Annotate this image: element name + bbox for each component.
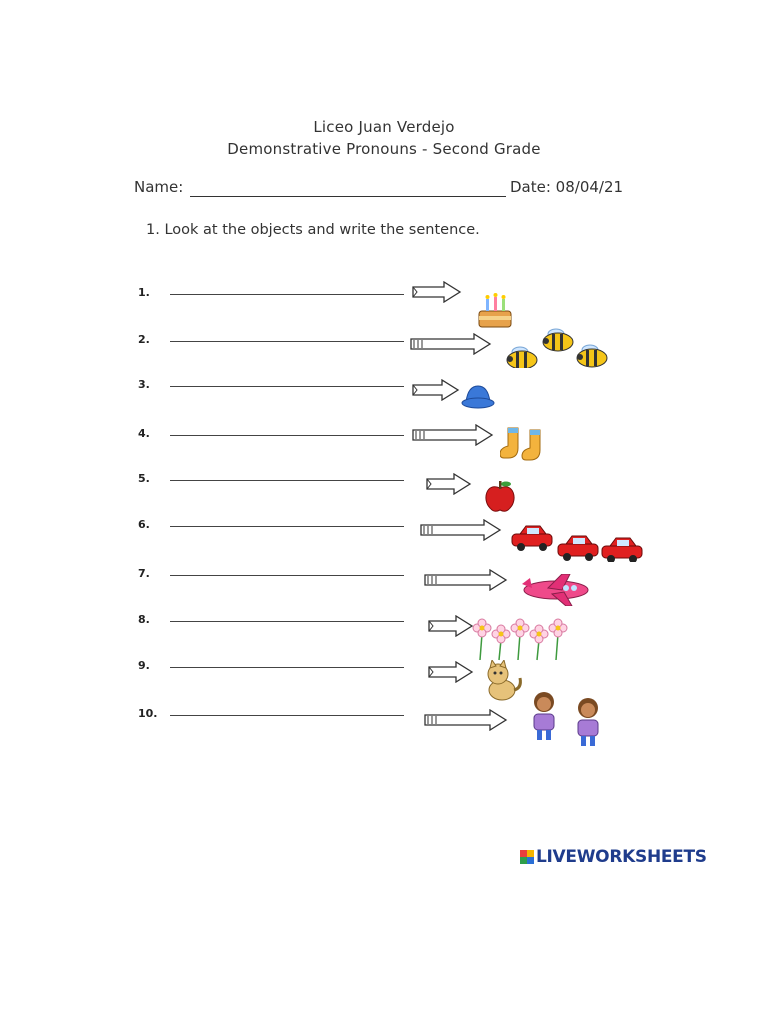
arrow-icon: [412, 379, 460, 405]
item-number: 9.: [138, 659, 150, 672]
logo-text: LIVEWORKSHEETS: [536, 847, 707, 867]
arrow-icon: [412, 424, 494, 450]
item-number: 3.: [138, 378, 150, 391]
item-number: 6.: [138, 518, 150, 531]
date-label: Date: 08/04/21: [510, 178, 624, 196]
apple-icon: [480, 478, 520, 518]
instruction: 1. Look at the objects and write the sentence.: [146, 222, 480, 238]
answer-line[interactable]: [170, 435, 404, 436]
answer-line[interactable]: [170, 526, 404, 527]
item-number: 2.: [138, 333, 150, 346]
item-number: 8.: [138, 613, 150, 626]
arrow-icon: [412, 281, 462, 307]
answer-line[interactable]: [170, 715, 404, 716]
liveworksheets-logo: [520, 846, 707, 868]
item-number: 10.: [138, 707, 158, 720]
hat-icon: [460, 382, 496, 414]
cars-icon: [510, 516, 646, 566]
answer-line[interactable]: [170, 621, 404, 622]
arrow-icon: [426, 473, 472, 499]
bees-icon: [502, 322, 614, 372]
cat-icon: [480, 660, 524, 706]
name-field[interactable]: [190, 196, 506, 197]
answer-line[interactable]: [170, 341, 404, 342]
socks-icon: [500, 424, 554, 468]
name-label: Name:: [134, 178, 184, 196]
item-number: 4.: [138, 427, 150, 440]
arrow-icon: [424, 709, 508, 735]
answer-line[interactable]: [170, 480, 404, 481]
item-number: 5.: [138, 472, 150, 485]
name-date-row: [134, 178, 634, 202]
answer-line[interactable]: [170, 575, 404, 576]
children-icon: [520, 690, 614, 750]
arrow-icon: [428, 661, 474, 687]
item-number: 7.: [138, 567, 150, 580]
logo-mark-icon: [520, 850, 534, 864]
school-title: Liceo Juan Verdejo: [313, 118, 455, 136]
arrow-icon: [428, 615, 474, 641]
worksheet-subtitle: Demonstrative Pronouns - Second Grade: [227, 140, 541, 158]
item-number: 1.: [138, 286, 150, 299]
arrow-icon: [424, 569, 508, 595]
answer-line[interactable]: [170, 386, 404, 387]
airplane-icon: [518, 574, 594, 610]
arrow-icon: [420, 519, 502, 545]
answer-line[interactable]: [170, 667, 404, 668]
answer-line[interactable]: [170, 294, 404, 295]
arrow-icon: [410, 333, 492, 359]
